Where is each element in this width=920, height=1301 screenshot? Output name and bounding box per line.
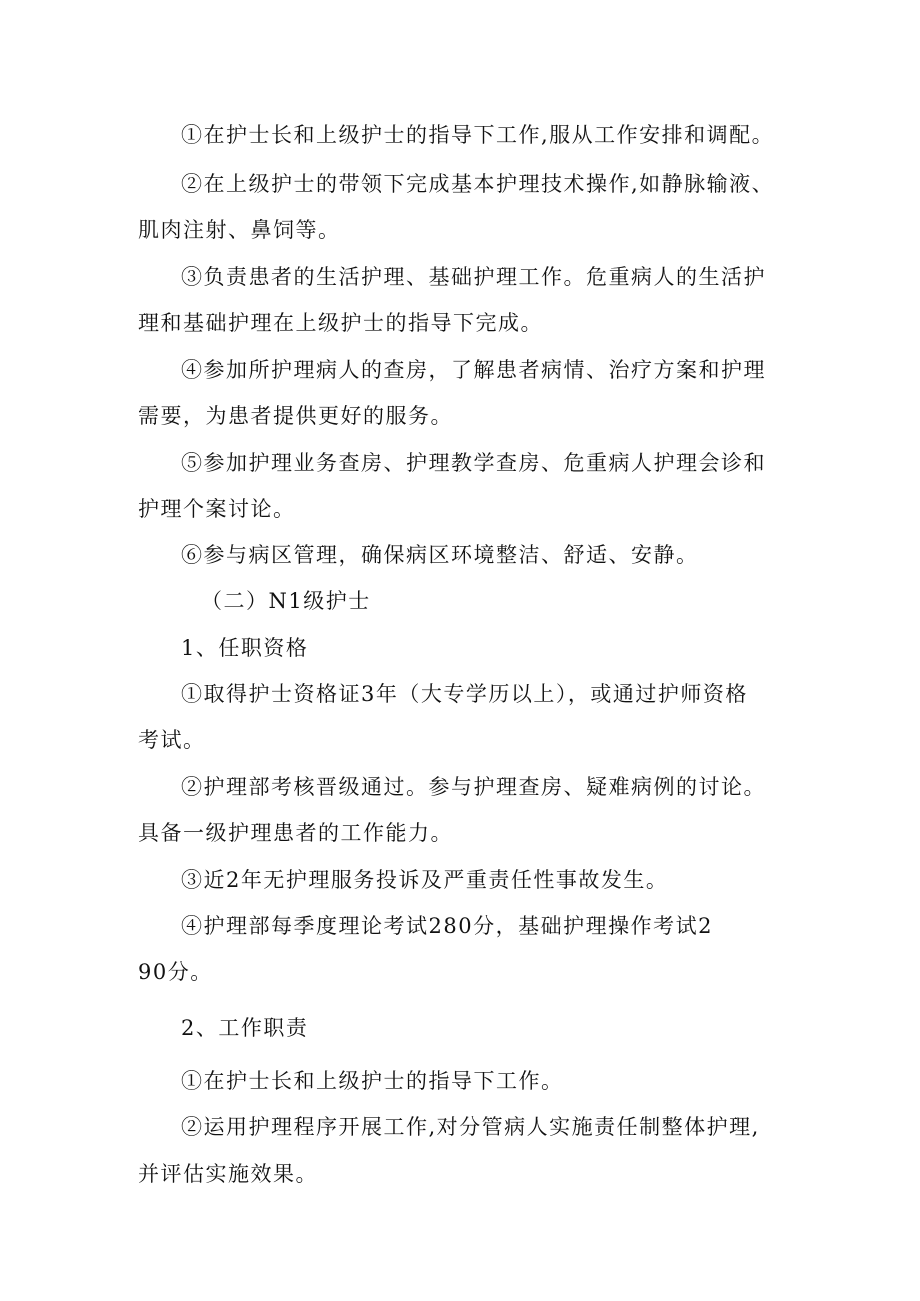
qualification-item-4-continuation: 90分。 bbox=[138, 960, 213, 984]
qualification-item-2-continuation: 具备一级护理患者的工作能力。 bbox=[138, 821, 453, 845]
duty-item-5-continuation: 护理个案讨论。 bbox=[138, 497, 296, 521]
job-duty-item-2-continuation: 并评估实施效果。 bbox=[138, 1162, 318, 1186]
duty-item-2-continuation: 肌肉注射、鼻饲等。 bbox=[138, 218, 341, 242]
job-duty-item-1-text: ①在护士长和上级护士的指导下工作。 bbox=[181, 1069, 564, 1093]
duty-item-6-text: ⑥参与病区管理，确保病区环境整洁、舒适、安静。 bbox=[181, 543, 699, 567]
qualification-item-3-text: ③近2年无护理服务投诉及严重责任性事故发生。 bbox=[181, 868, 669, 892]
subheading-qualifications: 1、任职资格 bbox=[181, 636, 309, 660]
duty-item-3-text: ③负责患者的生活护理、基础护理工作。危重病人的生活护 bbox=[181, 265, 766, 289]
duty-item-5-text: ⑤参加护理业务查房、护理教学查房、危重病人护理会诊和 bbox=[181, 451, 766, 475]
qualification-item-2-text: ②护理部考核晋级通过。参与护理查房、疑难病例的讨论。 bbox=[181, 775, 766, 799]
duty-item-4-text: ④参加所护理病人的查房，了解患者病情、治疗方案和护理 bbox=[181, 358, 766, 382]
duty-item-4-continuation: 需要，为患者提供更好的服务。 bbox=[138, 404, 453, 428]
duty-item-1-text: ①在护士长和上级护士的指导下工作,服从工作安排和调配。 bbox=[181, 123, 775, 147]
duty-item-2-text: ②在上级护士的带领下完成基本护理技术操作,如静脉输液、 bbox=[181, 172, 775, 196]
duty-item-3-continuation: 理和基础护理在上级护士的指导下完成。 bbox=[138, 311, 543, 335]
qualification-item-4-text: ④护理部每季度理论考试280分，基础护理操作考试2 bbox=[181, 914, 713, 938]
section-heading-n1: （二）N1级护士 bbox=[201, 589, 371, 613]
qualification-item-1-continuation: 考试。 bbox=[138, 728, 206, 752]
job-duty-item-2-text: ②运用护理程序开展工作,对分管病人实施责任制整体护理, bbox=[181, 1115, 760, 1139]
subheading-job-duties: 2、工作职责 bbox=[181, 1016, 309, 1040]
qualification-item-1-text: ①取得护士资格证3年（大专学历以上），或通过护师资格 bbox=[181, 682, 748, 706]
